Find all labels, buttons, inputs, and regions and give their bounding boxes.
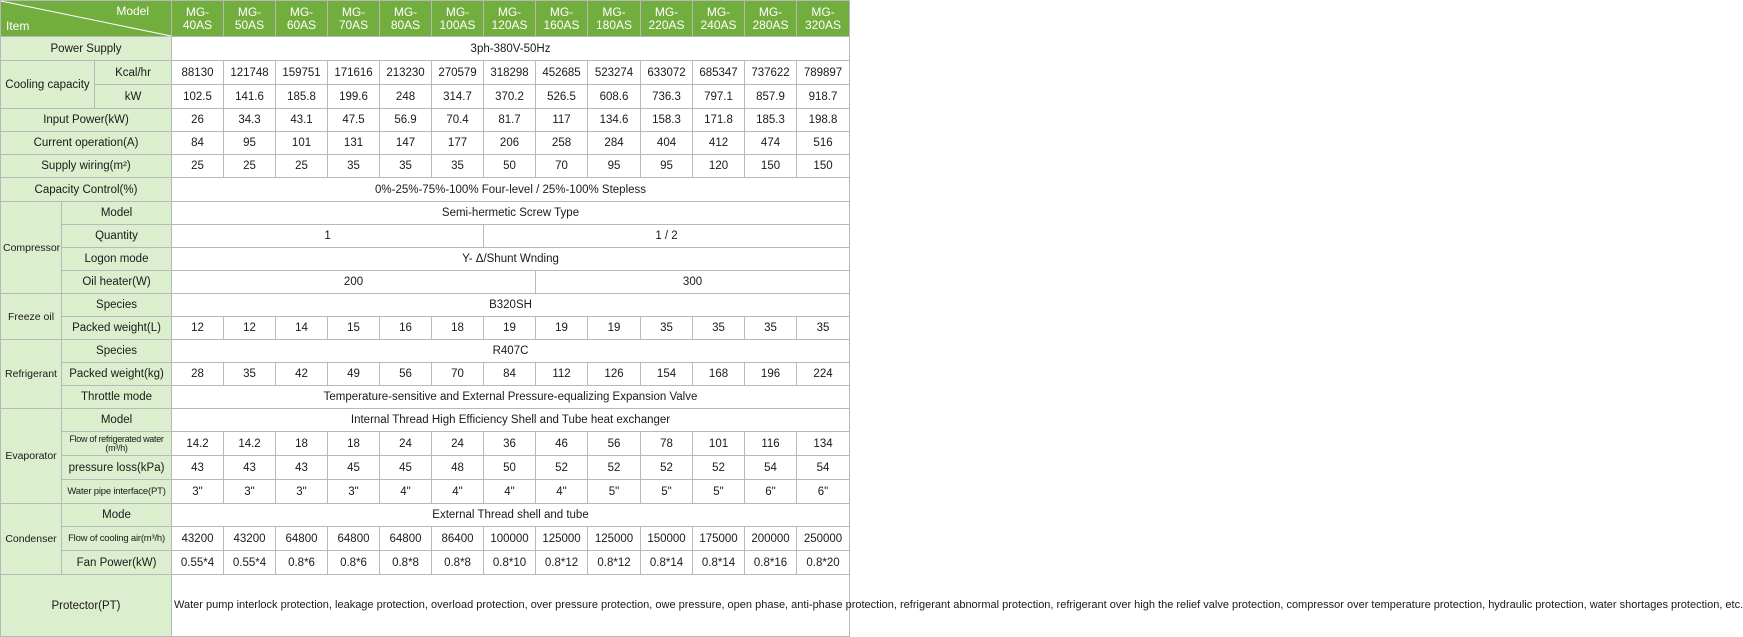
row-sublabel: Water pipe interface(PT) <box>62 480 172 504</box>
capacity-control-value: 0%-25%-75%-100% Four-level / 25%-100% Stepless <box>172 178 850 202</box>
table-cell: 250000 <box>797 527 850 551</box>
group-label-refrigerant: Refrigerant <box>1 340 62 409</box>
table-cell: 224 <box>797 363 850 386</box>
table-cell: 88130 <box>172 61 224 85</box>
condenser-mode-value: External Thread shell and tube <box>172 504 850 527</box>
model-header: MG- 240AS <box>693 1 745 37</box>
row-label: Power Supply <box>1 37 172 61</box>
table-cell: 86400 <box>432 527 484 551</box>
row-condenser-mode <box>1 504 850 527</box>
table-cell: 5" <box>693 480 745 504</box>
table-cell: 18 <box>328 432 380 456</box>
compressor-quantity-a: 1 <box>172 225 484 248</box>
compressor-oil-a: 200 <box>172 271 536 294</box>
group-label-condenser: Condenser <box>1 504 62 575</box>
model-header: MG- 320AS <box>797 1 850 37</box>
table-cell: 0.8*8 <box>432 551 484 575</box>
table-cell: 134.6 <box>588 109 641 132</box>
protector-value: Water pump interlock protection, leakage protection, overload protection, over pressure protection, owe pressure, open phase, anti-phase protection, refrigerant abnormal protection, refrigerant over high the relief valve protection, compressor over temperature protection, hydraulic protection, water shortages protection, etc. <box>172 575 850 637</box>
table-cell: 0.8*12 <box>588 551 641 575</box>
table-cell: 185.8 <box>276 85 328 109</box>
table-cell: 64800 <box>380 527 432 551</box>
table-cell: 4" <box>484 480 536 504</box>
model-header: MG- 40AS <box>172 1 224 37</box>
table-cell: 4" <box>432 480 484 504</box>
table-cell: 404 <box>641 132 693 155</box>
table-cell: 198.8 <box>797 109 850 132</box>
table-cell: 117 <box>536 109 588 132</box>
table-cell: 516 <box>797 132 850 155</box>
compressor-logon-value: Y- Δ/Shunt Wnding <box>172 248 850 271</box>
group-label-compressor: Compressor <box>1 202 62 294</box>
table-cell: 284 <box>588 132 641 155</box>
table-cell: 95 <box>224 132 276 155</box>
table-cell: 48 <box>432 456 484 480</box>
table-cell: 14 <box>276 317 328 340</box>
table-cell: 19 <box>588 317 641 340</box>
table-cell: 171616 <box>328 61 380 85</box>
row-compressor-logon <box>1 248 850 271</box>
row-cooling-kcal <box>1 61 850 85</box>
table-cell: 25 <box>172 155 224 178</box>
table-cell: 56 <box>588 432 641 456</box>
table-cell: 35 <box>693 317 745 340</box>
table-cell: 370.2 <box>484 85 536 109</box>
row-sublabel: Packed weight(kg) <box>62 363 172 386</box>
table-cell: 0.8*6 <box>276 551 328 575</box>
table-cell: 45 <box>328 456 380 480</box>
row-sublabel: Packed weight(L) <box>62 317 172 340</box>
table-cell: 4" <box>536 480 588 504</box>
table-cell: 54 <box>745 456 797 480</box>
table-cell: 0.55*4 <box>224 551 276 575</box>
table-cell: 0.55*4 <box>172 551 224 575</box>
table-cell: 95 <box>588 155 641 178</box>
table-cell: 526.5 <box>536 85 588 109</box>
freeze-species-value: B320SH <box>172 294 850 317</box>
row-sublabel: Species <box>62 340 172 363</box>
table-cell: 47.5 <box>328 109 380 132</box>
row-condenser-air <box>1 527 850 551</box>
table-cell: 150 <box>745 155 797 178</box>
row-current <box>1 132 850 155</box>
row-protector <box>1 575 850 637</box>
row-label: Capacity Control(%) <box>1 178 172 202</box>
row-supply-wiring <box>1 155 850 178</box>
table-cell: 200000 <box>745 527 797 551</box>
table-cell: 52 <box>536 456 588 480</box>
model-header: MG- 60AS <box>276 1 328 37</box>
table-cell: 25 <box>276 155 328 178</box>
table-cell: 633072 <box>641 61 693 85</box>
table-cell: 125000 <box>536 527 588 551</box>
table-cell: 213230 <box>380 61 432 85</box>
table-cell: 14.2 <box>224 432 276 456</box>
row-sublabel: Kcal/hr <box>95 61 172 85</box>
row-label: Current operation(A) <box>1 132 172 155</box>
table-cell: 248 <box>380 85 432 109</box>
table-cell: 258 <box>536 132 588 155</box>
table-cell: 46 <box>536 432 588 456</box>
table-cell: 5" <box>641 480 693 504</box>
table-cell: 19 <box>536 317 588 340</box>
refrigerant-species-value: R407C <box>172 340 850 363</box>
table-cell: 318298 <box>484 61 536 85</box>
row-evaporator-pipe <box>1 480 850 504</box>
model-header: MG- 70AS <box>328 1 380 37</box>
table-cell: 35 <box>797 317 850 340</box>
row-input-power <box>1 109 850 132</box>
table-cell: 15 <box>328 317 380 340</box>
table-cell: 95 <box>641 155 693 178</box>
header-model-label: Model <box>116 4 150 18</box>
table-cell: 0.8*14 <box>693 551 745 575</box>
table-cell: 0.8*14 <box>641 551 693 575</box>
row-freeze-packed <box>1 317 850 340</box>
row-freeze-species <box>1 294 850 317</box>
compressor-oil-b: 300 <box>536 271 850 294</box>
row-sublabel: Quantity <box>62 225 172 248</box>
table-cell: 206 <box>484 132 536 155</box>
table-cell: 70.4 <box>432 109 484 132</box>
table-cell: 131 <box>328 132 380 155</box>
table-cell: 24 <box>380 432 432 456</box>
table-cell: 52 <box>693 456 745 480</box>
table-cell: 16 <box>380 317 432 340</box>
row-sublabel: Model <box>62 202 172 225</box>
table-cell: 150000 <box>641 527 693 551</box>
row-sublabel: pressure loss(kPa) <box>62 456 172 480</box>
table-cell: 3" <box>224 480 276 504</box>
table-cell: 177 <box>432 132 484 155</box>
table-cell: 43 <box>224 456 276 480</box>
row-evaporator-flow <box>1 432 850 456</box>
row-sublabel: Fan Power(kW) <box>62 551 172 575</box>
table-cell: 54 <box>797 456 850 480</box>
row-label: Protector(PT) <box>1 575 172 637</box>
table-cell: 150 <box>797 155 850 178</box>
row-refrigerant-throttle <box>1 386 850 409</box>
table-cell: 56.9 <box>380 109 432 132</box>
table-cell: 50 <box>484 155 536 178</box>
table-cell: 141.6 <box>224 85 276 109</box>
table-cell: 6" <box>797 480 850 504</box>
table-cell: 78 <box>641 432 693 456</box>
row-compressor-quantity <box>1 225 850 248</box>
header-item-label: Item <box>6 19 30 33</box>
table-cell: 797.1 <box>693 85 745 109</box>
table-cell: 49 <box>328 363 380 386</box>
table-cell: 25 <box>224 155 276 178</box>
table-cell: 159751 <box>276 61 328 85</box>
table-cell: 43200 <box>224 527 276 551</box>
table-cell: 412 <box>693 132 745 155</box>
table-cell: 857.9 <box>745 85 797 109</box>
table-cell: 64800 <box>276 527 328 551</box>
model-header: MG- 280AS <box>745 1 797 37</box>
table-cell: 126 <box>588 363 641 386</box>
row-compressor-oil <box>1 271 850 294</box>
table-cell: 43200 <box>172 527 224 551</box>
table-cell: 175000 <box>693 527 745 551</box>
table-cell: 134 <box>797 432 850 456</box>
row-sublabel: Mode <box>62 504 172 527</box>
table-cell: 0.8*8 <box>380 551 432 575</box>
table-cell: 18 <box>432 317 484 340</box>
table-cell: 0.8*20 <box>797 551 850 575</box>
table-cell: 685347 <box>693 61 745 85</box>
row-sublabel: Oil heater(W) <box>62 271 172 294</box>
table-cell: 42 <box>276 363 328 386</box>
table-cell: 24 <box>432 432 484 456</box>
row-condenser-fan <box>1 551 850 575</box>
table-cell: 101 <box>276 132 328 155</box>
table-cell: 0.8*10 <box>484 551 536 575</box>
row-evaporator-model <box>1 409 850 432</box>
table-cell: 102.5 <box>172 85 224 109</box>
row-sublabel: Flow of refrigerated water (m³/h) <box>62 432 172 456</box>
row-sublabel: Throttle mode <box>62 386 172 409</box>
table-cell: 35 <box>641 317 693 340</box>
table-cell: 81.7 <box>484 109 536 132</box>
table-cell: 0.8*6 <box>328 551 380 575</box>
row-cooling-kw <box>1 85 850 109</box>
table-cell: 0.8*12 <box>536 551 588 575</box>
table-cell: 19 <box>484 317 536 340</box>
table-cell: 50 <box>484 456 536 480</box>
table-cell: 70 <box>432 363 484 386</box>
table-cell: 171.8 <box>693 109 745 132</box>
table-cell: 56 <box>380 363 432 386</box>
table-cell: 45 <box>380 456 432 480</box>
table-cell: 154 <box>641 363 693 386</box>
group-label-evaporator: Evaporator <box>1 409 62 504</box>
table-cell: 4" <box>380 480 432 504</box>
table-cell: 196 <box>745 363 797 386</box>
table-cell: 608.6 <box>588 85 641 109</box>
model-header: MG- 180AS <box>588 1 641 37</box>
table-cell: 18 <box>276 432 328 456</box>
table-cell: 43.1 <box>276 109 328 132</box>
row-label: Input Power(kW) <box>1 109 172 132</box>
table-cell: 3" <box>328 480 380 504</box>
table-cell: 736.3 <box>641 85 693 109</box>
table-cell: 28 <box>172 363 224 386</box>
table-cell: 70 <box>536 155 588 178</box>
row-evaporator-loss <box>1 456 850 480</box>
table-cell: 121748 <box>224 61 276 85</box>
row-sublabel: kW <box>95 85 172 109</box>
row-sublabel: Species <box>62 294 172 317</box>
model-header: MG- 100AS <box>432 1 484 37</box>
table-cell: 64800 <box>328 527 380 551</box>
row-sublabel: Logon mode <box>62 248 172 271</box>
table-cell: 36 <box>484 432 536 456</box>
evaporator-model-value: Internal Thread High Efficiency Shell and Tube heat exchanger <box>172 409 850 432</box>
row-power-supply <box>1 37 850 61</box>
row-refrigerant-species <box>1 340 850 363</box>
power-supply-value: 3ph-380V-50Hz <box>172 37 850 61</box>
table-cell: 168 <box>693 363 745 386</box>
table-cell: 100000 <box>484 527 536 551</box>
model-header: MG- 160AS <box>536 1 588 37</box>
row-capacity-control <box>1 178 850 202</box>
table-cell: 43 <box>172 456 224 480</box>
table-cell: 84 <box>172 132 224 155</box>
table-cell: 52 <box>588 456 641 480</box>
table-cell: 14.2 <box>172 432 224 456</box>
table-cell: 523274 <box>588 61 641 85</box>
table-cell: 789897 <box>797 61 850 85</box>
table-cell: 918.7 <box>797 85 850 109</box>
table-cell: 5" <box>588 480 641 504</box>
table-cell: 34.3 <box>224 109 276 132</box>
table-cell: 270579 <box>432 61 484 85</box>
group-label-freeze-oil: Freeze oil <box>1 294 62 340</box>
table-cell: 452685 <box>536 61 588 85</box>
table-cell: 737622 <box>745 61 797 85</box>
row-compressor-model <box>1 202 850 225</box>
table-cell: 314.7 <box>432 85 484 109</box>
table-cell: 43 <box>276 456 328 480</box>
row-label: Cooling capacity <box>1 61 95 109</box>
model-header: MG- 120AS <box>484 1 536 37</box>
table-cell: 125000 <box>588 527 641 551</box>
table-cell: 120 <box>693 155 745 178</box>
table-cell: 116 <box>745 432 797 456</box>
table-cell: 35 <box>328 155 380 178</box>
table-cell: 474 <box>745 132 797 155</box>
row-sublabel: Model <box>62 409 172 432</box>
table-cell: 12 <box>172 317 224 340</box>
table-cell: 3" <box>276 480 328 504</box>
row-label: Supply wiring(m²) <box>1 155 172 178</box>
table-cell: 12 <box>224 317 276 340</box>
model-header: MG- 50AS <box>224 1 276 37</box>
table-cell: 3" <box>172 480 224 504</box>
row-refrigerant-packed <box>1 363 850 386</box>
table-cell: 52 <box>641 456 693 480</box>
refrigerant-throttle-value: Temperature-sensitive and External Pressure-equalizing Expansion Valve <box>172 386 850 409</box>
table-cell: 158.3 <box>641 109 693 132</box>
header-corner <box>1 1 172 37</box>
model-header: MG- 80AS <box>380 1 432 37</box>
table-cell: 35 <box>432 155 484 178</box>
table-cell: 84 <box>484 363 536 386</box>
table-cell: 101 <box>693 432 745 456</box>
row-sublabel: Flow of cooling air(m³/h) <box>62 527 172 551</box>
table-cell: 35 <box>380 155 432 178</box>
model-header: MG- 220AS <box>641 1 693 37</box>
table-cell: 35 <box>745 317 797 340</box>
header-row <box>1 1 850 37</box>
table-cell: 6" <box>745 480 797 504</box>
table-cell: 199.6 <box>328 85 380 109</box>
compressor-model-value: Semi-hermetic Screw Type <box>172 202 850 225</box>
table-cell: 26 <box>172 109 224 132</box>
table-cell: 112 <box>536 363 588 386</box>
table-cell: 147 <box>380 132 432 155</box>
table-cell: 35 <box>224 363 276 386</box>
compressor-quantity-b: 1 / 2 <box>484 225 850 248</box>
table-cell: 0.8*16 <box>745 551 797 575</box>
table-cell: 185.3 <box>745 109 797 132</box>
